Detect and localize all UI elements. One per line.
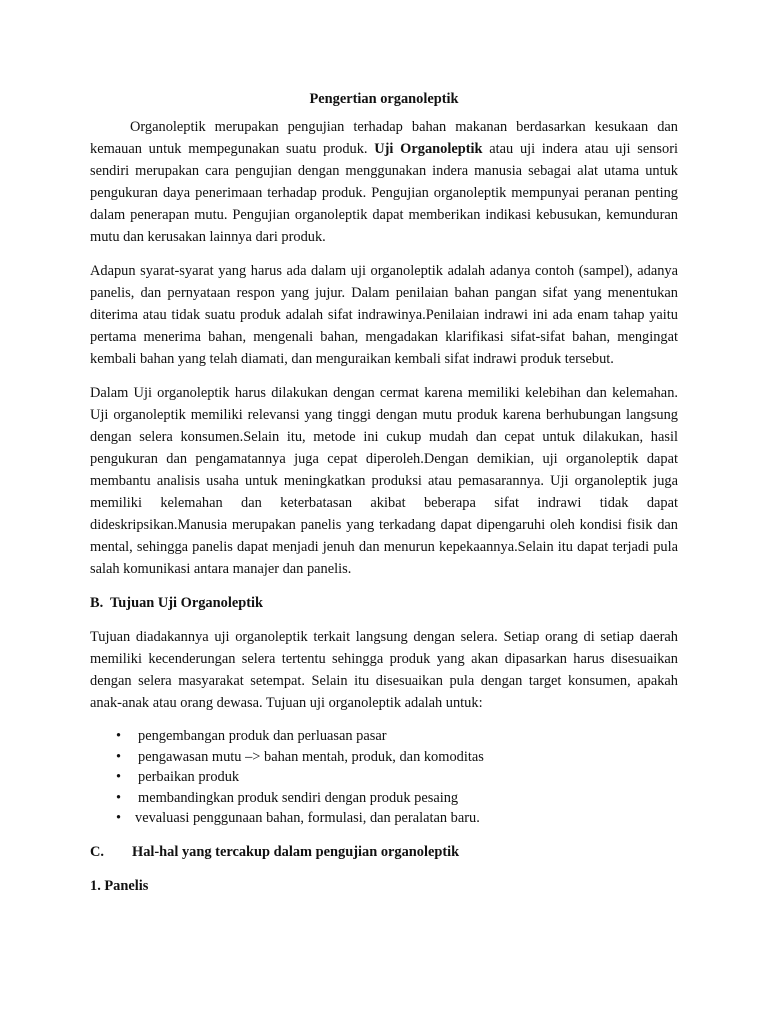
bullet-icon: •: [116, 789, 122, 806]
paragraph-purpose: Tujuan diadakannya uji organoleptik terkait langsung dengan selera. Setiap orang di setiap daerah memiliki kecenderungan selera tertentu sehingga produk yang akan dipasarkan harus disesuaikan dengan selera masyarakat setempat. Selain itu disesuaikan pula dengan target konsumen, apakah anak-anak atau orang dewasa. Tujuan uji organoleptik adalah untuk:: [90, 629, 678, 711]
section-heading-b: [90, 592, 678, 614]
list-item-text: pengawasan mutu –> bahan mentah, produk, dan komoditas: [138, 748, 484, 765]
list-item: [90, 767, 678, 788]
paragraph-definition-text-b: atau uji indera atau uji sensori sendiri merupakan cara pengujian dengan menggunakan indera manusia sebagai alat utama untuk pengukuran daya penerimaan terhadap produk. Pengujian organoleptik mempunyai peranan penting dalam penerapan mutu. Pengujian organoleptik dapat memberikan indikasi kebusukan, kemunduran mutu dan kerusakan lainnya dari produk.: [90, 141, 678, 245]
section-heading-c-letter: C.: [90, 843, 104, 860]
paragraph-definition-text-a: Organoleptik merupakan pengujian terhadap bahan makanan berdasarkan kesukaan dan kemauan untuk mempegunakan suatu produk.: [90, 119, 678, 157]
section-heading-b-letter: B.: [90, 595, 104, 611]
list-item-text: membandingkan produk sendiri dengan produk pesaing: [138, 789, 459, 806]
bullet-icon: •: [116, 748, 122, 765]
page-title: Pengertian organoleptik: [309, 91, 459, 107]
list-item-text: pengembangan produk dan perluasan pasar: [138, 728, 387, 744]
list-item: [90, 808, 678, 829]
bullet-icon: •: [116, 810, 122, 826]
subsection-heading-panelis: 1. Panelis: [90, 877, 149, 894]
list-item: [90, 726, 678, 747]
section-heading-c-text: Hal-hal yang tercakup dalam pengujian organoleptik: [132, 843, 460, 860]
list-item-text: perbaikan produk: [138, 769, 240, 785]
list-item-text: vevaluasi penggunaan bahan, formulasi, dan peralatan baru.: [135, 810, 480, 826]
document-page: [90, 88, 678, 909]
paragraph-definition: [90, 116, 678, 248]
paragraph-definition-bold-term: Uji Organoleptik: [374, 141, 483, 157]
paragraph-advantages: Dalam Uji organoleptik harus dilakukan dengan cermat karena memiliki kelebihan dan kelemahan. Uji organoleptik memiliki relevansi yang tinggi dengan mutu produk karena berhubungan langsung dengan selera konsumen.Selain itu, metode ini cukup mudah dan cepat untuk dilakukan, hasil pengukuran dan pengamatannya juga cepat diperoleh.Dengan demikian, uji organoleptik dapat membantu analisis usaha untuk meningkatkan produksi atau pemasarannya. Uji organoleptik juga memiliki kelemahan dan keterbatasan akibat beberapa sifat indrawi tidak dapat dideskripsikan.Manusia merupakan panelis yang terkadang dapat dipengaruhi oleh kondisi fisik dan mental, sehingga panelis dapat menjadi jenuh dan menurun kepekaannya.Selain itu dapat terjadi pula salah komunikasi antara manajer dan panelis.: [90, 385, 678, 577]
section-heading-b-text: Tujuan Uji Organoleptik: [110, 595, 264, 611]
section-heading-c: [90, 841, 678, 863]
list-item: [90, 788, 678, 809]
purpose-list: [90, 726, 678, 829]
paragraph-requirements: Adapun syarat-syarat yang harus ada dalam uji organoleptik adalah adanya contoh (sampel), adanya panelis, dan pernyataan respon yang jujur. Dalam penilaian bahan pangan sifat yang menentukan diterima atau tidak suatu produk adalah sifat indrawinya.Penilaian indrawi ini ada enam tahap yaitu pertama menerima bahan, mengenali bahan, mengadakan klarifikasi sifat-sifat bahan, mengingat kembali bahan yang telah diamati, dan menguraikan kembali sifat indrawi produk tersebut.: [90, 263, 678, 367]
bullet-icon: •: [116, 769, 122, 785]
list-item: [90, 747, 678, 768]
bullet-icon: •: [116, 728, 122, 744]
